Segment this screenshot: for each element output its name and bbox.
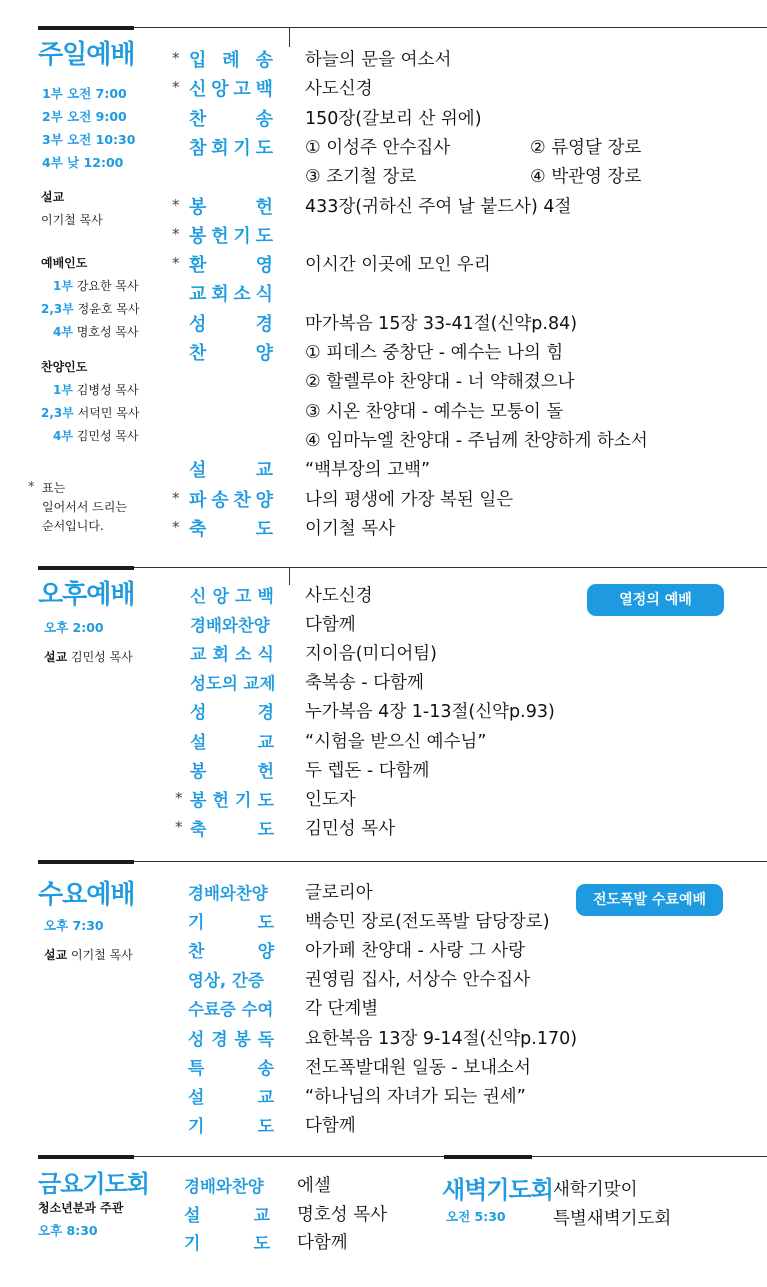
order-label [188,1112,274,1137]
order-value: 에셀 [297,1176,331,1196]
order-label-char: 도 [257,1116,274,1137]
section-rule-afternoon [38,566,134,570]
person-row [53,381,139,398]
order-label-char: 봉 [190,761,207,782]
order-value: 사도신경 [305,79,373,100]
order-value: ① 이성주 안수집사 [305,137,451,158]
order-label-char: 식 [255,284,273,306]
order-label [190,698,274,723]
friday-time: 오후 8:30 [38,1223,98,1238]
order-value: ④ 임마누엘 찬양대 - 주님께 찬양하게 하소서 [305,430,648,451]
order-label-char: 헌 [211,225,229,247]
standing-star: * [172,195,180,214]
order-label-char: 백 [257,587,274,607]
order-label-char: 축 [189,518,207,540]
afternoon-sermon-name: 김민성 목사 [67,650,133,664]
order-label [189,339,273,365]
order-label [190,815,274,840]
wednesday-badge: 전도폭발 수료예배 [576,884,723,916]
standing-note-line: 표는 [42,481,66,495]
order-label-char: 봉 [190,790,207,811]
person-name: 서덕민 목사 [73,406,140,420]
person-part: 4부 [53,325,73,339]
dawn-line1: 새학기맞이 [553,1180,638,1200]
order-label [188,937,274,962]
afternoon-title: 오후예배 [38,580,135,610]
order-label-char: 양 [255,343,273,364]
afternoon-sermon [44,648,133,665]
order-label [190,728,274,753]
person-part: 1부 [53,279,73,293]
order-label: 경배와찬양 [190,616,270,636]
order-value: ③ 조기철 장로 [305,167,417,188]
wednesday-sermon [44,946,133,963]
order-label-char: 기 [233,137,251,159]
sunday-time: 1부 오전 7:00 [42,86,127,101]
order-value: 인도자 [305,789,356,810]
order-value: 명호성 목사 [297,1204,388,1225]
order-value: 사도신경 [305,586,373,606]
order-value: 권영림 집사, 서상수 안수집사 [305,970,531,991]
order-label [189,251,273,277]
order-label-char: 양 [255,489,273,511]
friday-title: 금요기도회 [38,1170,149,1198]
order-label: 성도의 교제 [190,674,276,694]
person-part: 2,3부 [41,406,74,420]
order-value: 각 단계별 [305,999,379,1020]
order-label-char: 봉 [189,196,207,218]
order-label-char: 송 [255,50,273,71]
standing-star: * [172,78,180,97]
order-label-char: 특 [188,1058,205,1079]
order-label-char: 성 [190,703,207,724]
section-divider-afternoon [134,567,767,568]
standing-star: * [172,224,180,243]
standing-note-line: 일어서서 드리는 [42,500,127,514]
dawn-title: 새벽기도회 [442,1176,553,1204]
order-label-char: 신 [190,587,207,607]
order-label: 경배와찬양 [184,1177,264,1196]
dawn-time: 오전 5:30 [446,1209,506,1224]
order-value: “하나님의 자녀가 되는 권세” [305,1086,526,1107]
standing-star: * [172,517,180,536]
order-label-char: 앙 [212,587,229,607]
order-label-char: 회 [211,284,229,306]
order-value: 이기철 목사 [305,518,396,539]
order-value: 다함께 [297,1233,348,1253]
order-label [184,1229,270,1254]
standing-note-line: 순서입니다. [42,519,104,533]
order-label-char: 회 [211,137,229,159]
section-divider-sunday [134,27,767,28]
wednesday-sermon-name: 이기철 목사 [67,948,133,962]
order-value: 요한복음 13장 9-14절(신약p.170) [305,1028,578,1049]
order-label-char: 교 [189,284,207,306]
section-rule-sunday [38,26,134,30]
order-label-char: 도 [255,225,273,247]
person-part: 1부 [53,383,73,397]
person-part: 2,3부 [41,302,74,316]
order-label [189,310,273,336]
standing-star: * [172,254,180,273]
order-label-char: 경 [257,703,274,724]
order-value: 150장(갈보리 산 위에) [305,108,482,129]
sunday-title: 주일예배 [38,40,135,70]
order-value: 글로리아 [305,883,373,903]
order-label-char: 교 [253,1205,270,1226]
order-label [189,456,273,482]
order-label [189,134,273,160]
person-name: 김병성 목사 [72,383,139,397]
order-label [189,486,273,512]
order-label-char: 례 [222,50,240,71]
order-label-char: 앙 [211,79,229,101]
order-label-char: 백 [255,79,273,101]
order-label-char: 기 [188,913,205,934]
section-rule-wednesday [38,860,134,864]
dawn-line2: 특별새벽기도회 [553,1209,672,1229]
order-value: “시험을 받으신 예수님” [305,731,487,752]
order-label-char: 도 [257,819,274,840]
order-label-char: 입 [189,50,207,71]
order-value: 433장(귀하신 주여 날 붙드사) 4절 [305,196,572,217]
order-label-char: 독 [257,1029,274,1050]
order-value: 나의 평생에 가장 복된 일은 [305,489,514,510]
order-label [189,46,273,72]
order-value: 하늘의 문을 여소서 [305,50,452,70]
header-tick-sunday [289,27,290,47]
order-value: “백부장의 고백” [305,460,431,481]
section-divider-wednesday [134,861,767,862]
section-rule-dawn [444,1155,532,1159]
order-label-char: 송 [255,108,273,130]
sunday-time: 4부 낮 12:00 [42,155,124,170]
order-label-char: 회 [212,645,229,666]
order-label [188,1025,274,1050]
person-name: 명호성 목사 [72,325,139,339]
order-label-char: 헌 [212,790,229,811]
order-label [189,105,273,131]
section-divider-dawn [532,1156,767,1157]
order-label-char: 환 [189,255,207,277]
order-label-char: 교 [257,1087,274,1108]
order-value: 다함께 [305,615,356,636]
order-value: 누가복음 4장 1-13절(신약p.93) [305,702,555,723]
order-label [189,280,273,306]
order-label-char: 헌 [255,196,273,218]
order-label [188,1083,274,1108]
order-label-char: 봉 [234,1029,251,1050]
standing-star: * [175,788,183,807]
order-label-char: 교 [190,645,207,666]
order-label-char: 참 [189,137,207,159]
sunday-praise-label: 찬양인도 [41,360,88,374]
order-label-char: 고 [235,587,252,607]
order-label-char: 송 [211,489,229,511]
order-label-char: 성 [189,313,207,335]
order-label-char: 도 [253,1234,270,1254]
order-label [189,75,273,101]
order-value: ② 류영달 장로 [530,137,642,158]
standing-star: * [172,49,180,67]
order-label: 영상, 간증 [188,971,264,991]
order-label [189,222,273,248]
order-label: 수료증 수여 [188,1000,274,1020]
sunday-time: 3부 오전 10:30 [42,132,136,147]
order-label [189,515,273,541]
order-value: ④ 박관영 장로 [530,167,642,188]
order-label [188,908,274,933]
order-label-char: 도 [255,518,273,540]
order-label-char: 기 [184,1234,201,1254]
person-row [53,427,139,444]
person-name: 김민성 목사 [72,429,139,443]
order-label: 경배와찬양 [188,884,268,903]
person-row [41,404,139,421]
order-label-char: 찬 [188,942,205,963]
sunday-sermon-label: 설교 [41,190,65,204]
order-value: 두 렙돈 - 다함께 [305,760,430,781]
sunday-leader-label: 예배인도 [41,256,88,270]
order-value: 다함께 [305,1115,356,1136]
order-label-char: 소 [233,284,251,306]
order-label-char: 찬 [189,343,207,364]
order-label-char: 송 [257,1058,274,1079]
order-label [190,757,274,782]
order-label-char: 찬 [233,489,251,511]
standing-note [42,479,127,536]
order-label-char: 고 [233,79,251,101]
order-label-char: 도 [255,137,273,159]
order-label-char: 도 [257,790,274,811]
order-value: 김민성 목사 [305,818,396,839]
standing-star: * [175,817,183,836]
order-label-char: 신 [189,79,207,101]
order-label-char: 설 [184,1205,201,1226]
order-value: ① 피데스 중창단 - 예수는 나의 힘 [305,343,564,363]
order-label [189,193,273,219]
section-divider-friday [134,1156,444,1157]
order-label-char: 성 [188,1029,205,1050]
order-value: 축복송 - 다함께 [305,673,424,694]
order-label-char: 도 [257,913,274,934]
order-label [184,1201,270,1226]
order-label-char: 경 [255,313,273,335]
order-label-char: 교 [257,732,274,753]
wednesday-time: 오후 7:30 [44,918,104,933]
sunday-sermon-name: 이기철 목사 [41,213,103,227]
order-label [190,640,274,665]
afternoon-badge: 열정의 예배 [587,584,724,616]
order-label-char: 파 [189,489,207,511]
standing-star: * [172,488,180,507]
wednesday-sermon-label: 설교 [44,948,68,962]
person-name: 강요한 목사 [72,279,139,293]
order-label-char: 기 [233,225,251,247]
order-label-char: 영 [255,255,273,277]
order-label-char: 기 [235,790,252,811]
order-label-char: 설 [188,1087,205,1108]
order-label-char: 식 [257,645,274,666]
order-label [190,786,274,811]
order-label-char: 설 [190,732,207,753]
person-part: 4부 [53,429,73,443]
order-label-char: 헌 [257,761,274,782]
order-value: 마가복음 15장 33-41절(신약p.84) [305,313,578,334]
order-label-char: 교 [255,460,273,482]
afternoon-sermon-label: 설교 [44,650,68,664]
header-tick-afternoon [289,567,290,585]
sunday-time: 2부 오전 9:00 [42,109,127,124]
order-label [188,1054,274,1079]
order-value: 이시간 이곳에 모인 우리 [305,255,491,276]
order-label-char: 찬 [189,108,207,130]
order-label-char: 축 [190,819,207,840]
afternoon-time: 오후 2:00 [44,620,104,635]
order-value: 백승민 장로(전도폭발 담당장로) [305,912,550,933]
order-label [190,582,274,607]
wednesday-title: 수요예배 [38,880,135,910]
note-star: * [28,480,35,495]
order-value: ② 할렐루야 찬양대 - 너 약해졌으나 [305,372,575,393]
person-row [53,277,139,294]
order-value: ③ 시온 찬양대 - 예수는 모퉁이 돌 [305,401,564,422]
order-label-char: 경 [211,1029,228,1050]
order-value: 아가페 찬양대 - 사랑 그 사랑 [305,941,526,962]
order-label-char: 소 [235,645,252,666]
order-label-char: 양 [257,942,274,963]
friday-subtitle: 청소년분과 주관 [38,1201,124,1215]
order-value: 지이음(미디어팀) [305,644,437,665]
person-name: 정윤호 목사 [73,302,140,316]
person-row [53,323,139,340]
order-label-char: 기 [188,1116,205,1137]
order-label-char: 설 [189,460,207,482]
order-value: 전도폭발대원 일동 - 보내소서 [305,1057,531,1078]
order-label-char: 봉 [189,225,207,247]
person-row [41,300,139,317]
section-rule-friday [38,1155,134,1159]
